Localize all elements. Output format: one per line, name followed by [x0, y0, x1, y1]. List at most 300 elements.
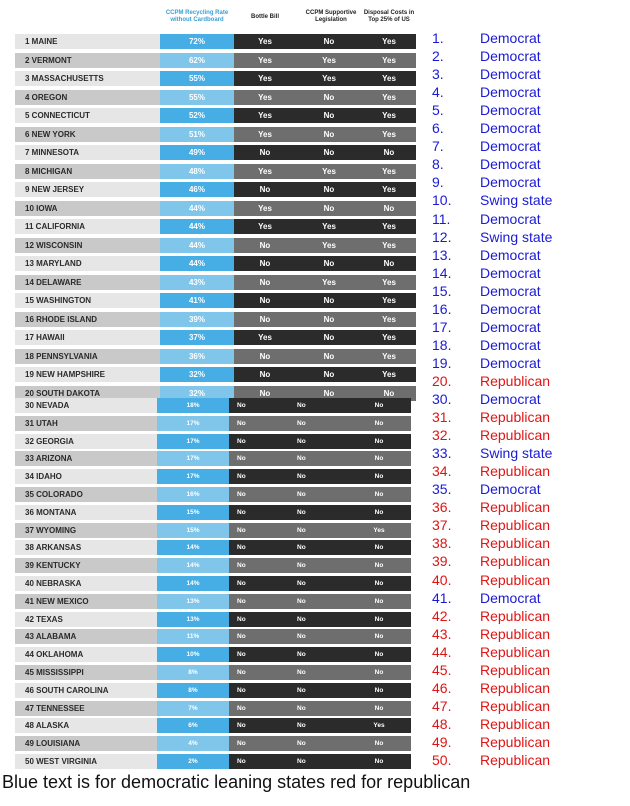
recycling-rate: 15%	[157, 523, 229, 538]
recycling-rate: 44%	[160, 201, 234, 216]
party-label: Republican	[480, 607, 551, 624]
recycling-rate: 72%	[160, 34, 234, 49]
recycling-rate: 36%	[160, 349, 234, 364]
ccpm-legislation-value: No	[289, 736, 347, 751]
affiliation-item	[420, 751, 630, 769]
party-label: Republican	[480, 571, 551, 588]
ccpm-legislation-value: No	[289, 398, 347, 413]
affiliation-item	[420, 119, 630, 137]
ccpm-legislation-value: Yes	[296, 275, 362, 290]
bottle-bill-value: Yes	[234, 219, 296, 234]
rank-number: 36.	[432, 499, 452, 516]
party-label: Democrat	[480, 138, 541, 155]
ccpm-legislation-value: No	[289, 647, 347, 662]
bottle-bill-value: Yes	[234, 90, 296, 105]
bottle-bill-value: No	[229, 540, 289, 555]
recycling-rate: 41%	[160, 293, 234, 308]
state-name: 10 IOWA	[15, 201, 160, 216]
disposal-cost-value: Yes	[362, 127, 416, 142]
state-name: 2 VERMONT	[15, 53, 160, 68]
party-label: Republican	[480, 517, 551, 534]
ccpm-legislation-value: No	[296, 330, 362, 345]
affiliation-item	[420, 65, 630, 83]
party-label: Republican	[480, 697, 551, 714]
affiliation-item	[420, 480, 630, 498]
state-name: 17 HAWAII	[15, 330, 160, 345]
bottle-bill-value: No	[229, 701, 289, 716]
party-label: Swing state	[480, 228, 553, 245]
disposal-cost-value: Yes	[362, 330, 416, 345]
affiliation-item	[420, 210, 630, 228]
rank-number: 20.	[432, 372, 452, 389]
affiliation-item	[420, 552, 630, 570]
ccpm-legislation-value: No	[289, 629, 347, 644]
recycling-rate: 17%	[157, 469, 229, 484]
ccpm-legislation-value: No	[289, 754, 347, 769]
rank-number: 33.	[432, 445, 452, 462]
disposal-cost-value: No	[347, 754, 411, 769]
affiliation-item	[420, 83, 630, 101]
disposal-cost-value: No	[362, 201, 416, 216]
bottle-bill-value: No	[234, 349, 296, 364]
rank-number: 32.	[432, 427, 452, 444]
bottle-bill-value: No	[229, 736, 289, 751]
recycling-rate: 14%	[157, 576, 229, 591]
party-label: Democrat	[480, 102, 541, 119]
affiliation-item	[420, 318, 630, 336]
disposal-cost-value: No	[347, 647, 411, 662]
bottle-bill-value: No	[234, 312, 296, 327]
bottle-bill-value: No	[229, 754, 289, 769]
affiliation-item	[420, 47, 630, 65]
rank-number: 15.	[432, 282, 452, 299]
party-label: Republican	[480, 553, 551, 570]
disposal-cost-value: Yes	[362, 164, 416, 179]
disposal-cost-value: No	[347, 487, 411, 502]
recycling-rate: 37%	[160, 330, 234, 345]
ccpm-legislation-value: No	[296, 386, 362, 401]
affiliation-item	[420, 354, 630, 372]
ccpm-legislation-value: No	[289, 683, 347, 698]
ccpm-legislation-value: No	[289, 558, 347, 573]
party-label: Republican	[480, 463, 551, 480]
disposal-cost-value: No	[347, 451, 411, 466]
rank-number: 38.	[432, 535, 452, 552]
recycling-rate: 48%	[160, 164, 234, 179]
party-label: Democrat	[480, 120, 541, 137]
bottle-bill-value: Yes	[234, 164, 296, 179]
rank-number: 19.	[432, 354, 452, 371]
state-name: 40 NEBRASKA	[15, 576, 160, 591]
disposal-cost-value: No	[347, 398, 411, 413]
bottle-bill-value: No	[229, 416, 289, 431]
state-name: 4 OREGON	[15, 90, 160, 105]
disposal-cost-value: Yes	[362, 349, 416, 364]
disposal-cost-value: No	[347, 416, 411, 431]
rank-number: 2.	[432, 48, 444, 65]
recycling-rate: 55%	[160, 71, 234, 86]
bottle-bill-value: No	[229, 469, 289, 484]
bottle-bill-value: No	[229, 523, 289, 538]
party-label: Swing state	[480, 192, 553, 209]
rank-number: 18.	[432, 336, 452, 353]
ccpm-legislation-value: No	[289, 523, 347, 538]
affiliation-item	[420, 571, 630, 589]
party-label: Republican	[480, 715, 551, 732]
recycling-rate: 39%	[160, 312, 234, 327]
state-name: 20 SOUTH DAKOTA	[15, 386, 160, 401]
bottle-bill-value: No	[229, 718, 289, 733]
rank-number: 41.	[432, 589, 452, 606]
rank-number: 3.	[432, 66, 444, 83]
party-label: Democrat	[480, 354, 541, 371]
disposal-cost-value: Yes	[362, 312, 416, 327]
party-label: Republican	[480, 499, 551, 516]
state-name: 6 NEW YORK	[15, 127, 160, 142]
party-label: Democrat	[480, 30, 541, 46]
party-label: Swing state	[480, 445, 553, 462]
header-recycling-rate: CCPM Recycling Rate without Cardboard	[165, 10, 229, 23]
party-label: Republican	[480, 661, 551, 678]
state-name: 9 NEW JERSEY	[15, 182, 160, 197]
bottle-bill-value: Yes	[234, 201, 296, 216]
affiliation-item	[420, 390, 630, 408]
bottle-bill-value: Yes	[234, 127, 296, 142]
state-name: 8 MICHIGAN	[15, 164, 160, 179]
recycling-rate: 52%	[160, 108, 234, 123]
disposal-cost-value: Yes	[362, 182, 416, 197]
recycling-rate: 43%	[160, 275, 234, 290]
recycling-rate: 4%	[157, 736, 229, 751]
ccpm-legislation-value: No	[289, 469, 347, 484]
affiliation-item	[420, 498, 630, 516]
recycling-rate: 44%	[160, 238, 234, 253]
recycling-rate: 16%	[157, 487, 229, 502]
disposal-cost-value: No	[347, 629, 411, 644]
ccpm-legislation-value: No	[296, 201, 362, 216]
rank-number: 4.	[432, 84, 444, 101]
caption: Blue text is for democratic leaning states red for republican	[2, 772, 471, 792]
disposal-cost-value: No	[347, 469, 411, 484]
state-name: 37 WYOMING	[15, 523, 160, 538]
party-label: Democrat	[480, 282, 541, 299]
party-label: Republican	[480, 409, 551, 426]
affiliation-item	[420, 516, 630, 534]
disposal-cost-value: Yes	[362, 293, 416, 308]
rank-number: 16.	[432, 300, 452, 317]
affiliation-item	[420, 534, 630, 552]
recycling-rate: 14%	[157, 540, 229, 555]
disposal-cost-value: No	[347, 505, 411, 520]
affiliation-item	[420, 336, 630, 354]
ccpm-legislation-value: No	[289, 665, 347, 680]
state-name: 46 SOUTH CAROLINA	[15, 683, 160, 698]
recycling-rate: 46%	[160, 182, 234, 197]
ccpm-legislation-value: Yes	[296, 71, 362, 86]
bottle-bill-value: No	[234, 238, 296, 253]
ccpm-legislation-value: No	[296, 256, 362, 271]
state-name: 3 MASSACHUSETTS	[15, 71, 160, 86]
state-name: 15 WASHINGTON	[15, 293, 160, 308]
recycling-rate: 62%	[160, 53, 234, 68]
recycling-rate: 8%	[157, 683, 229, 698]
bottle-bill-value: No	[234, 293, 296, 308]
rank-number: 7.	[432, 138, 444, 155]
rank-number: 49.	[432, 733, 452, 750]
disposal-cost-value: No	[347, 576, 411, 591]
recycling-rate: 17%	[157, 451, 229, 466]
rank-number: 40.	[432, 571, 452, 588]
recycling-rate: 11%	[157, 629, 229, 644]
rank-number: 30.	[432, 391, 452, 407]
disposal-cost-value: Yes	[362, 34, 416, 49]
rank-number: 6.	[432, 120, 444, 137]
ccpm-legislation-value: No	[296, 108, 362, 123]
affiliation-item	[420, 228, 630, 246]
bottle-bill-value: No	[234, 367, 296, 382]
disposal-cost-value: No	[347, 665, 411, 680]
ccpm-legislation-value: No	[296, 367, 362, 382]
ccpm-legislation-value: No	[289, 718, 347, 733]
state-name: 36 MONTANA	[15, 505, 160, 520]
recycling-rate: 2%	[157, 754, 229, 769]
ccpm-legislation-value: No	[289, 540, 347, 555]
state-name: 7 MINNESOTA	[15, 145, 160, 160]
bottle-bill-value: No	[229, 647, 289, 662]
affiliation-item	[420, 697, 630, 715]
party-label: Democrat	[480, 84, 541, 101]
party-label: Democrat	[480, 156, 541, 173]
affiliation-item	[420, 462, 630, 480]
disposal-cost-value: Yes	[362, 53, 416, 68]
party-label: Democrat	[480, 318, 541, 335]
rank-number: 45.	[432, 661, 452, 678]
ccpm-legislation-value: No	[289, 594, 347, 609]
party-label: Democrat	[480, 336, 541, 353]
ccpm-legislation-value: No	[289, 505, 347, 520]
ccpm-legislation-value: No	[289, 576, 347, 591]
disposal-cost-value: No	[347, 683, 411, 698]
state-name: 49 LOUISIANA	[15, 736, 160, 751]
bottle-bill-value: Yes	[234, 330, 296, 345]
ccpm-legislation-value: No	[289, 434, 347, 449]
ccpm-legislation-value: No	[296, 293, 362, 308]
state-name: 38 ARKANSAS	[15, 540, 160, 555]
bottle-bill-value: No	[229, 434, 289, 449]
bottle-bill-value: No	[234, 182, 296, 197]
ccpm-legislation-value: No	[289, 701, 347, 716]
affiliation-item	[420, 715, 630, 733]
recycling-rate: 55%	[160, 90, 234, 105]
affiliation-item	[420, 29, 630, 47]
disposal-cost-value: Yes	[362, 367, 416, 382]
header-ccpm-legislation: CCPM Supportive Legislation	[305, 10, 357, 23]
disposal-cost-value: Yes	[347, 523, 411, 538]
ccpm-legislation-value: No	[296, 182, 362, 197]
ccpm-legislation-value: Yes	[296, 53, 362, 68]
recycling-rate: 13%	[157, 612, 229, 627]
rank-number: 37.	[432, 517, 452, 534]
disposal-cost-value: No	[347, 736, 411, 751]
state-name: 48 ALASKA	[15, 718, 160, 733]
affiliation-item	[420, 679, 630, 697]
disposal-cost-value: Yes	[362, 90, 416, 105]
party-label: Democrat	[480, 264, 541, 281]
ccpm-legislation-value: No	[296, 312, 362, 327]
bottle-bill-value: No	[229, 558, 289, 573]
rank-number: 8.	[432, 156, 444, 173]
party-label: Democrat	[480, 48, 541, 65]
disposal-cost-value: No	[362, 256, 416, 271]
bottle-bill-value: No	[234, 256, 296, 271]
bottle-bill-value: No	[229, 487, 289, 502]
affiliation-item	[420, 372, 630, 390]
state-name: 30 NEVADA	[15, 398, 160, 413]
affiliation-item	[420, 300, 630, 318]
affiliation-item	[420, 661, 630, 679]
bottle-bill-value: No	[234, 275, 296, 290]
affiliation-item	[420, 246, 630, 264]
disposal-cost-value: No	[347, 612, 411, 627]
party-label: Republican	[480, 679, 551, 696]
rank-number: 46.	[432, 679, 452, 696]
recycling-rate: 44%	[160, 219, 234, 234]
party-label: Democrat	[480, 481, 541, 498]
ccpm-legislation-value: No	[289, 612, 347, 627]
party-label: Republican	[480, 427, 551, 444]
state-name: 1 MAINE	[15, 34, 160, 49]
rank-number: 12.	[432, 228, 452, 245]
state-name: 19 NEW HAMPSHIRE	[15, 367, 160, 382]
bottle-bill-value: Yes	[234, 53, 296, 68]
rank-number: 48.	[432, 715, 452, 732]
state-name: 43 ALABAMA	[15, 629, 160, 644]
rank-number: 1.	[432, 30, 444, 46]
affiliation-item	[420, 607, 630, 625]
ccpm-legislation-value: No	[289, 416, 347, 431]
ccpm-legislation-value: No	[289, 451, 347, 466]
affiliation-item	[420, 733, 630, 751]
rank-number: 50.	[432, 752, 452, 768]
party-label: Democrat	[480, 246, 541, 263]
rank-number: 13.	[432, 246, 452, 263]
state-name: 5 CONNECTICUT	[15, 108, 160, 123]
disposal-cost-value: No	[347, 434, 411, 449]
recycling-rate: 17%	[157, 416, 229, 431]
affiliation-item	[420, 444, 630, 462]
recycling-rate: 51%	[160, 127, 234, 142]
bottle-bill-value: No	[229, 665, 289, 680]
recycling-rate: 32%	[160, 367, 234, 382]
recycling-rate: 44%	[160, 256, 234, 271]
state-name: 34 IDAHO	[15, 469, 160, 484]
state-name: 14 DELAWARE	[15, 275, 160, 290]
header-bottle-bill: Bottle Bill	[251, 13, 279, 20]
ccpm-legislation-value: No	[296, 349, 362, 364]
party-label: Democrat	[480, 589, 541, 606]
bottle-bill-value: Yes	[234, 71, 296, 86]
recycling-rate: 15%	[157, 505, 229, 520]
bottle-bill-value: No	[229, 576, 289, 591]
party-label: Republican	[480, 535, 551, 552]
header-disposal-costs: Disposal Costs in Top 25% of US	[363, 10, 415, 23]
disposal-cost-value: Yes	[362, 275, 416, 290]
ccpm-legislation-value: No	[296, 127, 362, 142]
affiliation-item	[420, 191, 630, 209]
disposal-cost-value: No	[347, 558, 411, 573]
rank-number: 43.	[432, 625, 452, 642]
affiliation-list	[420, 0, 630, 770]
bottle-bill-value: No	[229, 612, 289, 627]
bottle-bill-value: No	[229, 451, 289, 466]
disposal-cost-value: No	[362, 145, 416, 160]
disposal-cost-value: No	[347, 540, 411, 555]
recycling-rate: 32%	[160, 386, 234, 401]
state-name: 33 ARIZONA	[15, 451, 160, 466]
state-name: 13 MARYLAND	[15, 256, 160, 271]
recycling-rate: 17%	[157, 434, 229, 449]
party-label: Republican	[480, 643, 551, 660]
party-label: Republican	[480, 733, 551, 750]
bottle-bill-value: Yes	[234, 108, 296, 123]
recycling-rate: 13%	[157, 594, 229, 609]
bottle-bill-value: No	[234, 386, 296, 401]
party-label: Democrat	[480, 66, 541, 83]
rank-number: 35.	[432, 481, 452, 498]
ccpm-legislation-value: Yes	[296, 219, 362, 234]
party-label: Democrat	[480, 300, 541, 317]
state-name: 16 RHODE ISLAND	[15, 312, 160, 327]
bottle-bill-value: No	[229, 594, 289, 609]
state-name: 41 NEW MEXICO	[15, 594, 160, 609]
rank-number: 17.	[432, 318, 452, 335]
bottle-bill-value: No	[229, 398, 289, 413]
rank-number: 5.	[432, 102, 444, 119]
bottle-bill-value: No	[229, 683, 289, 698]
state-name: 42 TEXAS	[15, 612, 160, 627]
bottle-bill-value: No	[229, 629, 289, 644]
state-name: 32 GEORGIA	[15, 434, 160, 449]
state-name: 39 KENTUCKY	[15, 558, 160, 573]
rank-number: 14.	[432, 264, 452, 281]
recycling-rate: 49%	[160, 145, 234, 160]
rank-number: 34.	[432, 463, 452, 480]
disposal-cost-value: No	[347, 701, 411, 716]
ccpm-legislation-value: No	[296, 145, 362, 160]
bottle-bill-value: Yes	[234, 34, 296, 49]
disposal-cost-value: Yes	[362, 71, 416, 86]
state-name: 11 CALIFORNIA	[15, 219, 160, 234]
recycling-rate: 8%	[157, 665, 229, 680]
affiliation-item	[420, 173, 630, 191]
state-name: 35 COLORADO	[15, 487, 160, 502]
state-name: 31 UTAH	[15, 416, 160, 431]
state-name: 47 TENNESSEE	[15, 701, 160, 716]
disposal-cost-value: No	[347, 594, 411, 609]
party-label: Republican	[480, 625, 551, 642]
disposal-cost-value: Yes	[362, 108, 416, 123]
state-name: 44 OKLAHOMA	[15, 647, 160, 662]
affiliation-item	[420, 643, 630, 661]
rank-number: 42.	[432, 607, 452, 624]
rank-number: 44.	[432, 643, 452, 660]
affiliation-item	[420, 282, 630, 300]
disposal-cost-value: Yes	[347, 718, 411, 733]
affiliation-item	[420, 155, 630, 173]
state-name: 12 WISCONSIN	[15, 238, 160, 253]
rank-number: 10.	[432, 192, 452, 209]
disposal-cost-value: No	[362, 386, 416, 401]
